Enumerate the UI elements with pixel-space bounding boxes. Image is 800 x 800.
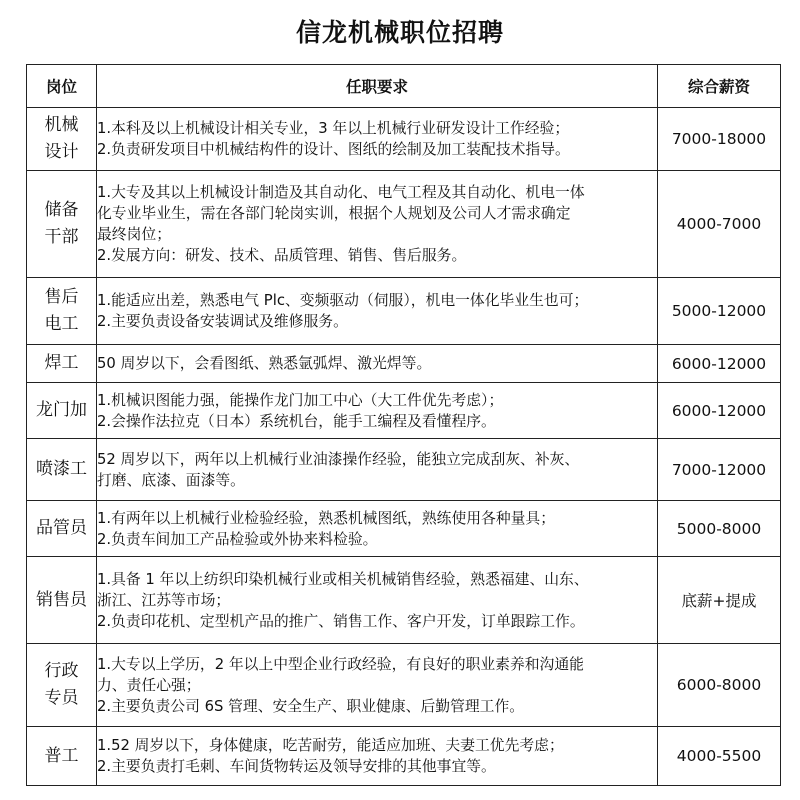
salary-cell: 6000-12000 [658, 383, 781, 439]
position-cell [27, 644, 97, 727]
salary-cell: 6000-12000 [658, 345, 781, 383]
requirement-line: 力、责任心强； [97, 676, 201, 694]
salary-cell: 7000-18000 [658, 108, 781, 171]
requirement-line: 1.有两年以上机械行业检验经验，熟悉机械图纸，熟练使用各种量具； [97, 509, 556, 527]
position-text: 焊工 [44, 353, 79, 373]
position-text: 干部 [44, 227, 79, 247]
table-row [27, 501, 781, 557]
requirements-cell [97, 557, 658, 644]
position-cell [27, 727, 97, 786]
table-row [27, 278, 781, 345]
table-header-row [27, 65, 781, 108]
requirement-line: 1.大专以上学历，2 年以上中型企业行政经验，有良好的职业素养和沟通能 [97, 655, 584, 673]
position-text: 喷漆工 [36, 459, 87, 479]
table-row [27, 557, 781, 644]
requirement-line: 打磨、底漆、面漆等。 [97, 471, 245, 489]
position-text: 普工 [44, 745, 79, 766]
requirement-line: 浙江、江苏等市场； [97, 591, 231, 609]
job-table [26, 64, 781, 786]
requirement-line: 1.本科及以上机械设计相关专业，3 年以上机械行业研发设计工作经验； [97, 120, 570, 137]
position-cell [27, 171, 97, 278]
position-cell [27, 108, 97, 171]
requirement-line: 1.能适应出差，熟悉电气 Plc、变频驱动（伺服），机电一体化毕业生也可； [97, 292, 589, 309]
position-cell [27, 383, 97, 439]
position-text: 行政 [44, 661, 79, 681]
position-cell [27, 278, 97, 345]
position-text: 机械 [44, 115, 79, 135]
table-row [27, 171, 781, 278]
requirement-line: 2.负责印花机、定型机产品的推广、销售工作、客户开发，订单跟踪工作。 [97, 612, 585, 630]
salary-cell: 4000-7000 [658, 171, 781, 278]
table-row [27, 108, 781, 171]
position-column-header: 岗位 [27, 65, 97, 108]
salary-cell: 底薪+提成 [658, 557, 781, 644]
requirement-line: 最终岗位； [97, 226, 171, 243]
table-row [27, 383, 781, 439]
requirement-line: 2.主要负责打毛刺、车间货物转运及领导安排的其他事宜等。 [97, 758, 496, 775]
position-text: 专员 [44, 688, 79, 708]
requirements-cell [97, 439, 658, 501]
position-text: 销售员 [36, 589, 87, 610]
position-text: 龙门加 [36, 400, 87, 420]
requirements-cell [97, 383, 658, 439]
requirement-line: 52 周岁以下，两年以上机械行业油漆操作经验，能独立完成刮灰、补灰、 [97, 450, 580, 468]
salary-cell: 5000-12000 [658, 278, 781, 345]
position-text: 品管员 [36, 518, 87, 538]
requirement-line: 2.会操作法拉克（日本）系统机台，能手工编程及看懂程序。 [97, 412, 496, 430]
requirements-cell [97, 501, 658, 557]
salary-cell: 7000-12000 [658, 439, 781, 501]
requirements-cell [97, 171, 658, 278]
position-text: 售后 [44, 287, 79, 307]
position-text: 储备 [44, 200, 79, 220]
position-cell [27, 345, 97, 383]
position-cell [27, 439, 97, 501]
salary-column-header: 综合薪资 [658, 65, 781, 108]
table-row [27, 439, 781, 501]
requirement-line: 1.机械识图能力强，能操作龙门加工中心（大工件优先考虑）； [97, 391, 504, 409]
requirements-cell [97, 278, 658, 345]
position-cell [27, 501, 97, 557]
table-row [27, 644, 781, 727]
requirements-cell [97, 345, 658, 383]
requirement-line: 2.负责研发项目中机械结构件的设计、图纸的绘制及加工装配技术指导。 [97, 141, 570, 158]
position-cell [27, 557, 97, 644]
requirements-cell [97, 727, 658, 786]
requirement-line: 2.主要负责设备安装调试及维修服务。 [97, 313, 348, 330]
requirements-column-header: 任职要求 [97, 65, 658, 108]
requirement-line: 1.大专及其以上机械设计制造及其自动化、电气工程及其自动化、机电一体 [97, 184, 585, 201]
table-row [27, 345, 781, 383]
requirement-line: 1.52 周岁以下，身体健康，吃苦耐劳，能适应加班、夫妻工优先考虑； [97, 737, 564, 754]
requirement-line: 化专业毕业生，需在各部门轮岗实训，根据个人规划及公司人才需求确定 [97, 205, 571, 222]
requirement-line: 2.发展方向：研发、技术、品质管理、销售、售后服务。 [97, 247, 467, 264]
requirements-cell [97, 644, 658, 727]
requirement-line: 1.具备 1 年以上纺织印染机械行业或相关机械销售经验，熟悉福建、山东、 [97, 570, 589, 588]
salary-cell: 5000-8000 [658, 501, 781, 557]
position-text: 电工 [44, 314, 79, 334]
table-row [27, 727, 781, 786]
requirement-line: 2.主要负责公司 6S 管理、安全生产、职业健康、后勤管理工作。 [97, 697, 525, 715]
page-title: 信龙机械职位招聘 [295, 18, 504, 47]
position-text: 设计 [44, 142, 79, 162]
salary-cell: 6000-8000 [658, 644, 781, 727]
salary-cell: 4000-5500 [658, 727, 781, 786]
requirements-cell [97, 108, 658, 171]
requirement-line: 50 周岁以下，会看图纸、熟悉氩弧焊、激光焊等。 [97, 355, 432, 372]
requirement-line: 2.负责车间加工产品检验或外协来料检验。 [97, 530, 378, 548]
